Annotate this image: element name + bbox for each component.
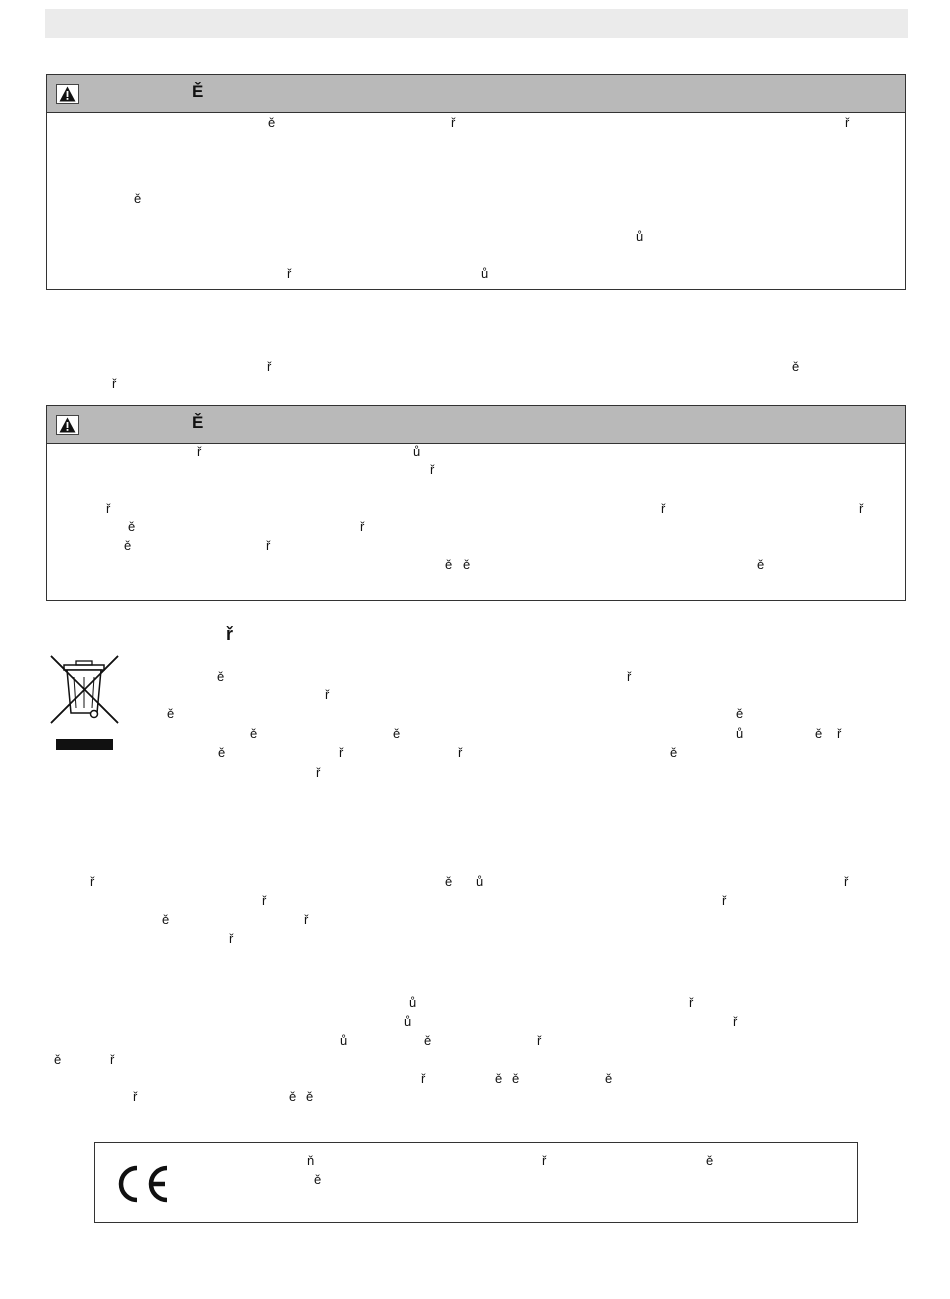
text-glyph: ř <box>229 931 234 946</box>
warning-triangle-icon <box>56 415 79 435</box>
text-glyph: ň <box>307 1153 315 1168</box>
text-glyph: ů <box>736 726 744 741</box>
text-glyph: ě <box>512 1071 520 1086</box>
warning-box-header <box>47 406 905 444</box>
warning-triangle-icon <box>56 84 79 104</box>
warning-box-1 <box>46 74 906 290</box>
text-glyph: ů <box>481 266 489 281</box>
text-glyph: ř <box>421 1071 426 1086</box>
text-glyph: ě <box>736 706 744 721</box>
text-glyph: ů <box>476 874 484 889</box>
text-glyph: ř <box>112 376 117 391</box>
warning-box-header <box>47 75 905 113</box>
text-glyph: ř <box>537 1033 542 1048</box>
text-glyph: ů <box>636 229 644 244</box>
text-glyph: ě <box>445 557 453 572</box>
text-glyph: ř <box>627 669 632 684</box>
top-bar <box>45 9 908 38</box>
crossed-out-wheelie-bin-icon <box>48 653 120 751</box>
text-glyph: ě <box>314 1172 322 1187</box>
text-glyph: ě <box>495 1071 503 1086</box>
text-glyph: ě <box>393 726 401 741</box>
text-glyph: ř <box>133 1089 138 1104</box>
text-glyph: ř <box>837 726 842 741</box>
text-glyph: ě <box>306 1089 314 1104</box>
disposal-heading: ř <box>226 624 234 644</box>
text-glyph: ě <box>218 745 226 760</box>
text-glyph: ř <box>844 874 849 889</box>
text-glyph: ř <box>267 359 272 374</box>
text-glyph: ě <box>445 874 453 889</box>
text-glyph: ř <box>287 266 292 281</box>
text-glyph: ů <box>413 444 421 459</box>
text-glyph: ř <box>110 1052 115 1067</box>
text-glyph: ř <box>90 874 95 889</box>
warning-box-2 <box>46 405 906 601</box>
text-glyph: ě <box>162 912 170 927</box>
text-glyph: ě <box>289 1089 297 1104</box>
text-glyph: ě <box>463 557 471 572</box>
text-glyph: ř <box>360 519 365 534</box>
text-glyph: ř <box>845 115 850 130</box>
text-glyph: ě <box>757 557 765 572</box>
text-glyph: ř <box>262 893 267 908</box>
text-glyph: ě <box>250 726 258 741</box>
text-glyph: ř <box>451 115 456 130</box>
text-glyph: ě <box>134 191 142 206</box>
text-glyph: ř <box>733 1014 738 1029</box>
text-glyph: ř <box>661 501 666 516</box>
text-glyph: ř <box>304 912 309 927</box>
text-glyph: ř <box>722 893 727 908</box>
warning-header-title: Ě <box>192 413 204 432</box>
text-glyph: ř <box>316 765 321 780</box>
text-glyph: ě <box>167 706 175 721</box>
text-glyph: ě <box>54 1052 62 1067</box>
text-glyph: ř <box>339 745 344 760</box>
text-glyph: ů <box>340 1033 348 1048</box>
ce-mark-logo <box>111 1164 171 1204</box>
text-glyph: ř <box>325 687 330 702</box>
text-glyph: ř <box>542 1153 547 1168</box>
text-glyph: ě <box>124 538 132 553</box>
ce-declaration-box <box>94 1142 858 1223</box>
text-glyph: ů <box>409 995 417 1010</box>
text-glyph: ě <box>815 726 823 741</box>
text-glyph: ě <box>605 1071 613 1086</box>
text-glyph: ě <box>268 115 276 130</box>
text-glyph: ě <box>128 519 136 534</box>
text-glyph: ř <box>106 501 111 516</box>
text-glyph: ě <box>424 1033 432 1048</box>
text-glyph: ě <box>217 669 225 684</box>
text-glyph: ř <box>458 745 463 760</box>
text-glyph: ě <box>670 745 678 760</box>
text-glyph: ů <box>404 1014 412 1029</box>
text-glyph: ř <box>197 444 202 459</box>
text-glyph: ř <box>859 501 864 516</box>
text-glyph: ě <box>706 1153 714 1168</box>
text-glyph: ř <box>266 538 271 553</box>
text-glyph: ř <box>430 462 435 477</box>
warning-header-title: Ě <box>192 82 204 101</box>
text-glyph: ř <box>689 995 694 1010</box>
text-glyph: ě <box>792 359 800 374</box>
